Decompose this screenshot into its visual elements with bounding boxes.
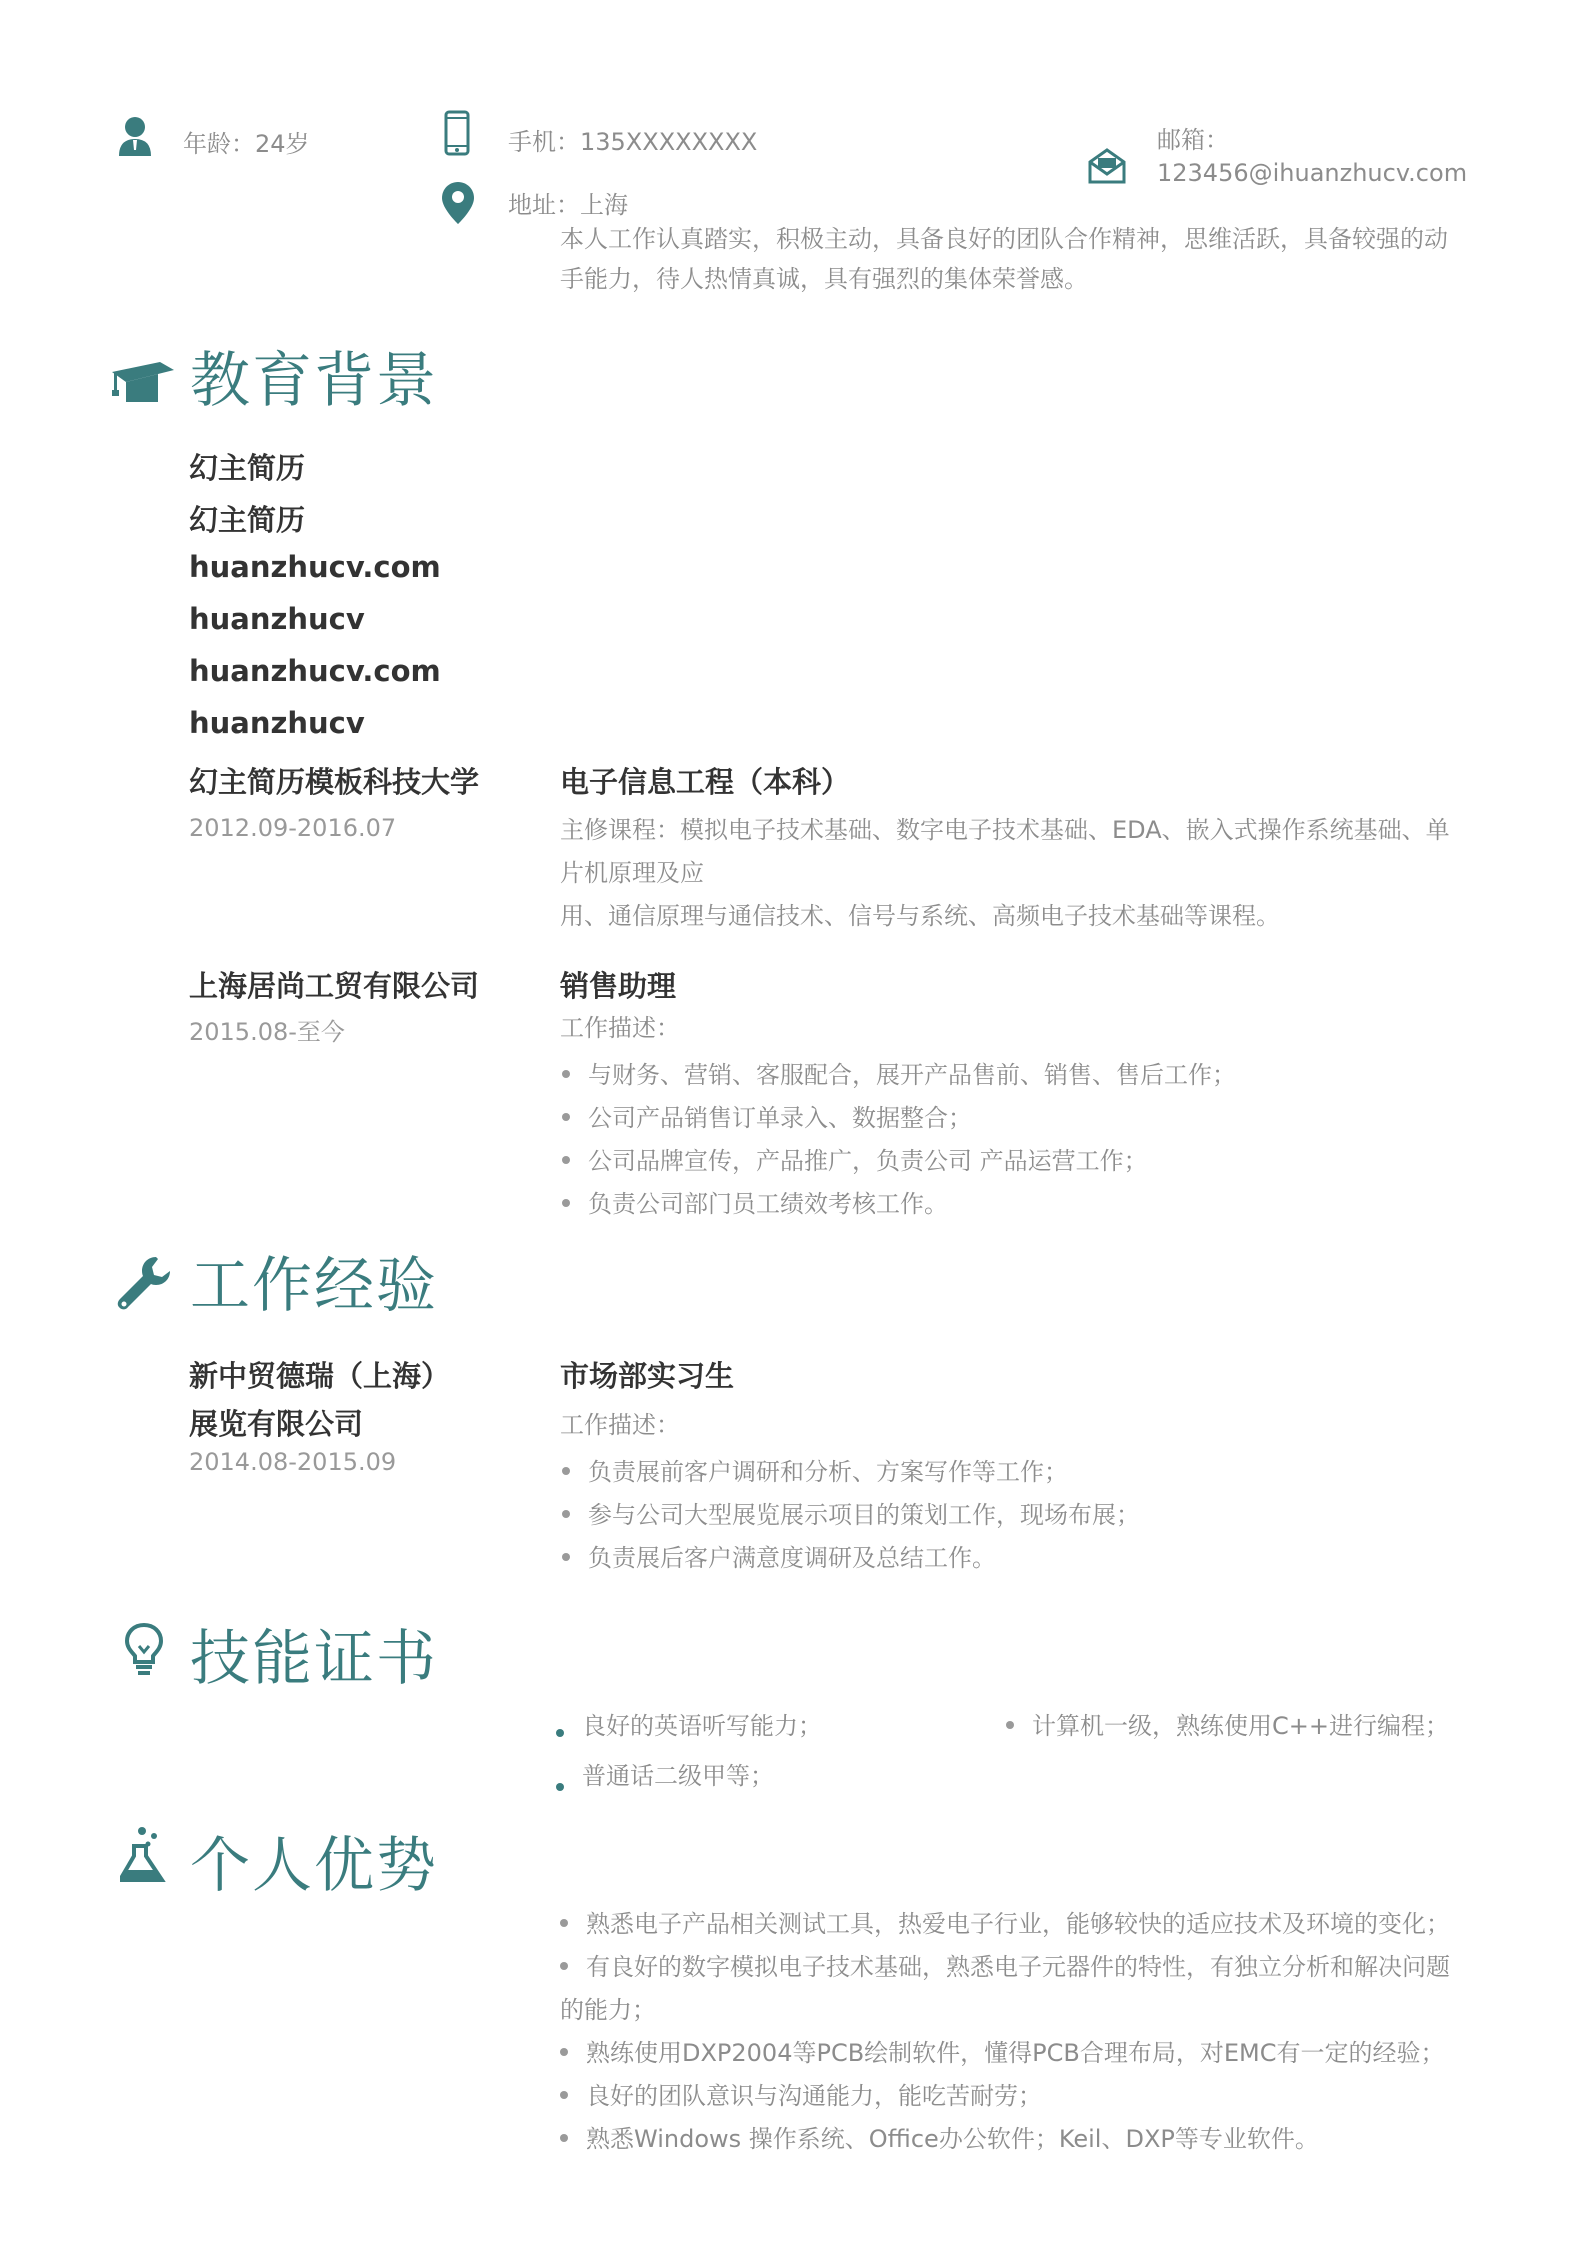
school-date: 2012.09-2016.07 bbox=[189, 814, 397, 842]
phone-icon bbox=[444, 110, 470, 156]
intro-line: 手能力，待人热情真诚，具有强烈的集体荣誉感。 bbox=[560, 265, 1088, 293]
skill-item: 良好的英语听写能力； bbox=[556, 1706, 822, 1741]
list-item: 与财务、营销、客服配合，展开产品售前、销售、售后工作； bbox=[562, 1055, 1236, 1098]
bullet-dot bbox=[560, 2134, 568, 2142]
location-icon bbox=[442, 182, 474, 224]
email-value: 123456@ihuanzhucv.com bbox=[1157, 159, 1468, 187]
role-title: 销售助理 bbox=[560, 969, 677, 1003]
skill-item: 计算机一级，熟练使用C++进行编程； bbox=[1006, 1706, 1449, 1741]
bullet-list bbox=[562, 1055, 1236, 1227]
phone-text: 手机：135XXXXXXXX bbox=[508, 128, 758, 156]
bullet-dot bbox=[562, 1467, 570, 1475]
section-title-strengths: 个人优势 bbox=[190, 1831, 438, 1901]
list-item: 有良好的数字模拟电子技术基础，熟悉电子元器件的特性，有独立分析和解决问题 bbox=[560, 1947, 1450, 1990]
work-date: 2014.08-2015.09 bbox=[189, 1448, 397, 1476]
work-desc-label: 工作描述： bbox=[560, 1411, 680, 1439]
wrench-icon bbox=[116, 1255, 172, 1311]
list-item: 熟悉Windows 操作系统、Office办公软件；Keil、DXP等专业软件。 bbox=[560, 2119, 1450, 2162]
list-item: 负责公司部门员工绩效考核工作。 bbox=[562, 1184, 1236, 1227]
school-name: 幻主简历模板科技大学 bbox=[189, 765, 480, 799]
strengths-list bbox=[560, 1904, 1450, 2162]
lightbulb-icon bbox=[124, 1622, 164, 1678]
major-title: 电子信息工程（本科） bbox=[560, 765, 851, 799]
education-line: huanzhucv.com bbox=[189, 550, 441, 584]
bullet-dot bbox=[562, 1070, 570, 1078]
list-item: 参与公司大型展览展示项目的策划工作，现场布展； bbox=[562, 1495, 1140, 1538]
bullet-dot bbox=[556, 1783, 564, 1791]
email-label: 邮箱： bbox=[1157, 126, 1229, 154]
section-title-skills: 技能证书 bbox=[190, 1624, 438, 1694]
bullet-dot bbox=[560, 2048, 568, 2056]
email-icon bbox=[1088, 148, 1126, 184]
bullet-dot bbox=[562, 1199, 570, 1207]
desc-label: 工作描述： bbox=[560, 1014, 680, 1042]
education-line: huanzhucv bbox=[189, 706, 365, 740]
course-line: 片机原理及应 bbox=[560, 859, 704, 887]
education-line: 幻主简历 bbox=[189, 503, 306, 537]
flask-icon bbox=[120, 1826, 168, 1884]
course-line: 用、通信原理与通信技术、信号与系统、高频电子技术基础等课程。 bbox=[560, 902, 1280, 930]
work-company-line: 展览有限公司 bbox=[189, 1407, 364, 1441]
list-item: 熟练使用DXP2004等PCB绘制软件，懂得PCB合理布局，对EMC有一定的经验； bbox=[560, 2033, 1450, 2076]
bullet-dot bbox=[556, 1729, 564, 1737]
list-item: 公司品牌宣传，产品推广，负责公司 产品运营工作； bbox=[562, 1141, 1236, 1184]
education-line: huanzhucv.com bbox=[189, 654, 441, 688]
education-line: 幻主简历 bbox=[189, 451, 306, 485]
intro-line: 本人工作认真踏实，积极主动，具备良好的团队合作精神，思维活跃，具备较强的动 bbox=[560, 225, 1448, 253]
person-icon bbox=[118, 116, 152, 156]
intro-text bbox=[560, 219, 1460, 299]
bullet-dot bbox=[1006, 1721, 1014, 1729]
list-item: 负责展后客户满意度调研及总结工作。 bbox=[562, 1538, 1140, 1581]
section-title-work: 工作经验 bbox=[190, 1251, 438, 1321]
bullet-dot bbox=[562, 1510, 570, 1518]
education-line: huanzhucv bbox=[189, 602, 365, 636]
company-name: 上海居尚工贸有限公司 bbox=[189, 969, 480, 1003]
age-text: 年龄：24岁 bbox=[183, 130, 310, 158]
list-item: 公司产品销售订单录入、数据整合； bbox=[562, 1098, 1236, 1141]
address-text: 地址：上海 bbox=[508, 191, 628, 219]
course-description bbox=[560, 809, 1480, 938]
bullet-dot bbox=[560, 1919, 568, 1927]
work-bullet-list bbox=[562, 1452, 1140, 1581]
bullet-dot bbox=[562, 1113, 570, 1121]
graduation-cap-icon bbox=[112, 360, 174, 404]
company-date: 2015.08-至今 bbox=[189, 1018, 345, 1046]
work-role: 市场部实习生 bbox=[560, 1359, 735, 1393]
course-line: 主修课程：模拟电子技术基础、数字电子技术基础、EDA、嵌入式操作系统基础、单 bbox=[560, 816, 1450, 844]
bullet-dot bbox=[560, 1962, 568, 1970]
list-item: 负责展前客户调研和分析、方案写作等工作； bbox=[562, 1452, 1140, 1495]
bullet-dot bbox=[560, 2091, 568, 2099]
section-title-education: 教育背景 bbox=[190, 346, 438, 416]
list-item: 的能力； bbox=[560, 1996, 656, 2024]
bullet-dot bbox=[562, 1156, 570, 1164]
bullet-dot bbox=[562, 1553, 570, 1561]
work-company-line: 新中贸德瑞（上海） bbox=[189, 1359, 451, 1393]
skill-item: 普通话二级甲等； bbox=[556, 1756, 774, 1791]
list-item: 熟悉电子产品相关测试工具，热爱电子行业，能够较快的适应技术及环境的变化； bbox=[560, 1904, 1450, 1947]
list-item: 良好的团队意识与沟通能力，能吃苦耐劳； bbox=[560, 2076, 1450, 2119]
